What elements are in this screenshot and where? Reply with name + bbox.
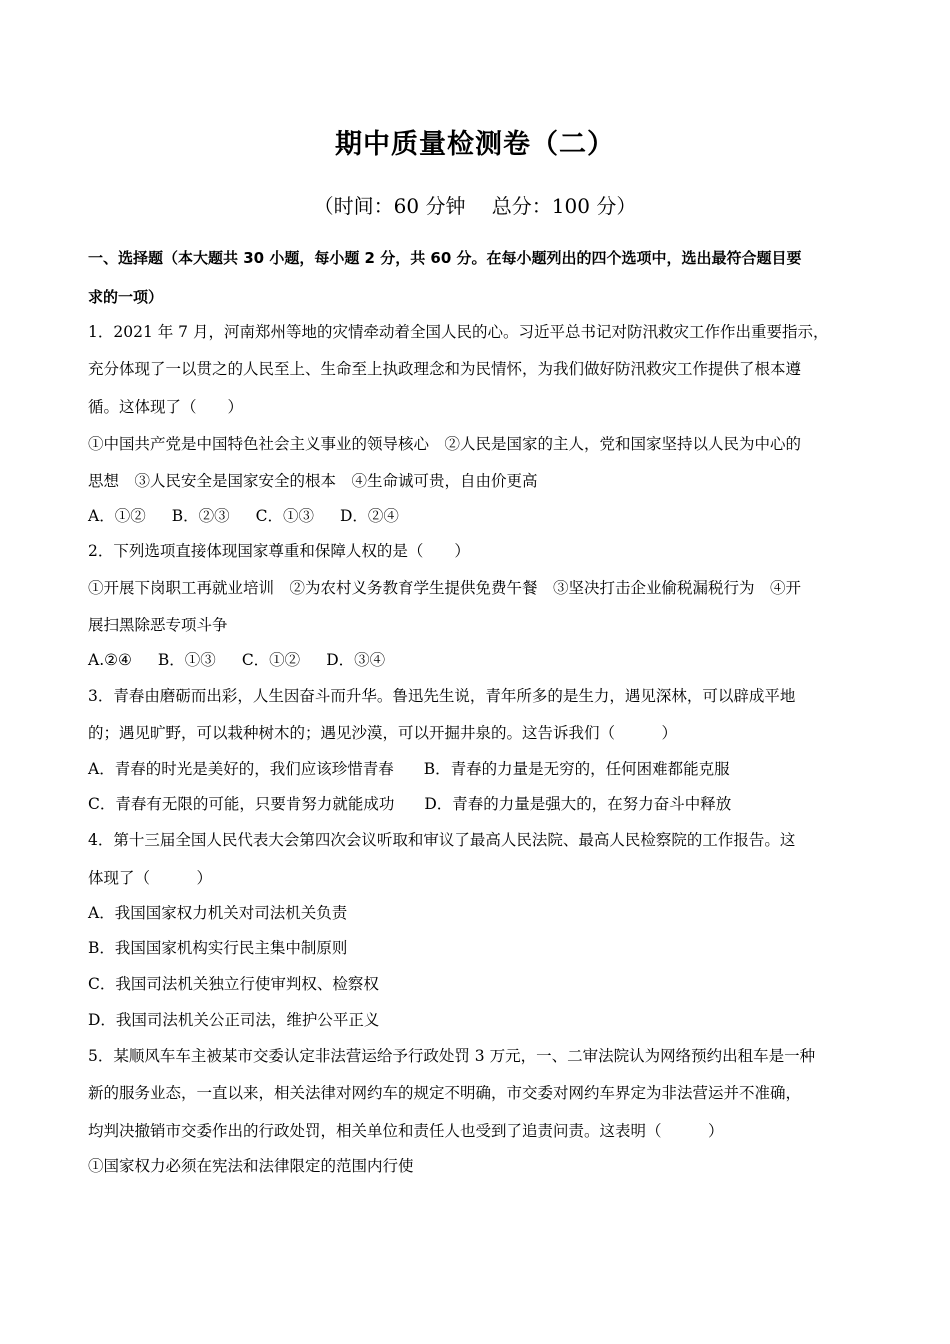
q1-statement-line-2: 思想 ③人民安全是国家安全的根本 ④生命诚可贵，自由价更高	[88, 472, 538, 490]
q3-options-row-1	[88, 759, 868, 779]
q1-stem-line-3: 循。这体现了（ ）	[88, 398, 244, 416]
q2-options	[88, 650, 868, 670]
q1-options	[88, 506, 868, 526]
q2-statement-line-1: ①开展下岗职工再就业培训 ②为农村义务教育学生提供免费午餐 ③坚决打击企业偷税漏税行为 ④开	[88, 579, 802, 597]
section-heading-line-1: 一、选择题（本大题共 30 小题，每小题 2 分，共 60 分。在每小题列出的四个选项中，选出最符合题目要	[88, 249, 802, 267]
q2-option-d[interactable]: D．③④	[326, 651, 386, 669]
q4-stem-line-1: 4．第十三届全国人民代表大会第四次会议听取和审议了最高人民法院、最高人民检察院的工作报告。这	[88, 831, 796, 849]
q3-option-d[interactable]: D．青春的力量是强大的，在努力奋斗中释放	[424, 795, 732, 813]
q4-option-b[interactable]: B．我国国家机构实行民主集中制原则	[88, 939, 348, 957]
q4-option-c[interactable]: C．我国司法机关独立行使审判权、检察权	[88, 975, 379, 993]
q4-option-a[interactable]: A．我国国家权力机关对司法机关负责	[88, 904, 348, 922]
q5-stem-line-2: 新的服务业态，一直以来，相关法律对网约车的规定不明确，市交委对网约车界定为非法营运并不准确，	[88, 1084, 802, 1102]
q1-option-c[interactable]: C．①③	[255, 507, 314, 525]
q1-option-a[interactable]: A．①②	[88, 507, 146, 525]
q4-option-d[interactable]: D．我国司法机关公正司法，维护公平正义	[88, 1011, 380, 1029]
q5-stem-line-3: 均判决撤销市交委作出的行政处罚，相关单位和责任人也受到了追责问责。这表明（ ）	[88, 1122, 724, 1140]
exam-time-score: （时间：60 分钟 总分：100 分）	[313, 194, 637, 218]
q2-stem-line-1: 2．下列选项直接体现国家尊重和保障人权的是（ ）	[88, 542, 470, 560]
q2-statement-line-2: 展扫黑除恶专项斗争	[88, 616, 228, 634]
page-title: 期中质量检测卷（二）	[335, 129, 615, 160]
q5-stem-line-1: 5．某顺风车车主被某市交委认定非法营运给予行政处罚 3 万元，一、二审法院认为网络预约出租车是一种	[88, 1047, 816, 1065]
q1-stem-line-1: 1．2021 年 7 月，河南郑州等地的灾情牵动着全国人民的心。习近平总书记对防汛救灾工作作出重要指示，	[88, 323, 829, 341]
q1-stem-line-2: 充分体现了一以贯之的人民至上、生命至上执政理念和为民情怀，为我们做好防汛救灾工作提供了根本遵	[88, 360, 802, 378]
q2-option-a[interactable]: A.②④	[88, 651, 132, 669]
q2-option-c[interactable]: C．①②	[241, 651, 301, 669]
q3-stem-line-2: 的；遇见旷野，可以栽种树木的；遇见沙漠，可以开掘井泉的。这告诉我们（ ）	[88, 724, 678, 742]
q3-option-c[interactable]: C．青春有无限的可能，只要肯努力就能成功	[88, 795, 395, 813]
q2-option-b[interactable]: B．①③	[157, 651, 216, 669]
q1-option-b[interactable]: B．②③	[171, 507, 230, 525]
q1-option-d[interactable]: D．②④	[339, 507, 399, 525]
q4-stem-line-2: 体现了（ ）	[88, 869, 213, 887]
q3-options-row-2	[88, 794, 868, 814]
q1-statement-line-1: ①中国共产党是中国特色社会主义事业的领导核心 ②人民是国家的主人，党和国家坚持以人民为中心的	[88, 435, 802, 453]
q3-option-b[interactable]: B．青春的力量是无穷的，任何困难都能克服	[423, 760, 730, 778]
q5-statement-line-1: ①国家权力必须在宪法和法律限定的范围内行使	[88, 1157, 414, 1175]
section-heading-line-2: 求的一项）	[88, 288, 164, 306]
q3-option-a[interactable]: A．青春的时光是美好的，我们应该珍惜青春	[88, 760, 394, 778]
q3-stem-line-1: 3．青春由磨砺而出彩，人生因奋斗而升华。鲁迅先生说，青年所多的是生力，遇见深林，可以辟成平地	[88, 687, 796, 705]
